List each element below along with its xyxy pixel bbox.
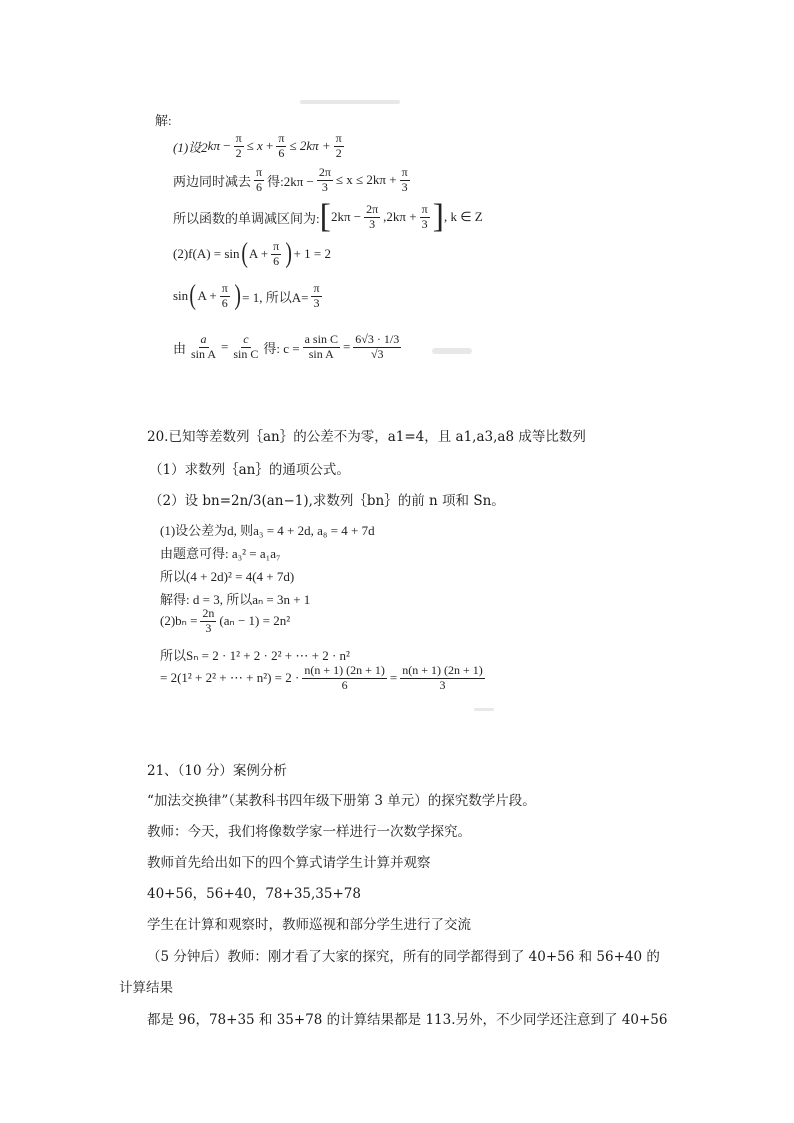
question-21-para-2: 教师：今天，我们将像数学家一样进行一次数学探究。	[147, 824, 471, 840]
solution-20-line-7: = 2(1² + 2² + ⋯ + n²) = 2 · $\frac{n(n + 1) (2n + 1)}{6}$ = $\frac{n(n + 1) (2n + 1)}{3}$	[160, 663, 483, 692]
fraction: $\frac{\pi}{3}$	[401, 165, 408, 194]
solution-19-line-3: 所以函数的单调减区间为: [ 2kπ − $\frac{2\pi}{3}$ ,2kπ + $\frac{\pi}{3}$ ] , k ∈ Z	[173, 198, 483, 235]
fraction: $\frac{\pi}{6}$	[256, 165, 263, 194]
fraction: $\frac{\text{a sin C}}{\text{sin A}}$	[304, 332, 338, 361]
scan-smudge	[474, 708, 494, 711]
solution-20-line-2: 由题意可得: a₃² = a₁a₇	[160, 546, 281, 561]
question-21-title: 21、（10 分）案例分析	[147, 763, 287, 779]
fraction: $\frac{2n}{3}$	[202, 606, 215, 635]
question-21-para-8: 都是 96，78+35 和 35+78 的计算结果都是 113.另外，不少同学还注意到了 40+56	[147, 1012, 668, 1028]
fraction: $\frac{\pi}{3}$	[313, 281, 320, 310]
scan-smudge	[300, 100, 400, 104]
scan-smudge	[432, 348, 472, 354]
question-20-part-2: （2）设 bn=2n/3(an−1),求数列｛bn｝的前 n 项和 Sn。	[149, 493, 505, 509]
question-20-part-1: （1）求数列｛an｝的通项公式。	[149, 462, 350, 478]
solution-19-line-6: 由 $\frac{a}{\text{sin A}}$ = $\frac{c}{\text{sin C}}$ 得: c = $\frac{\text{a sin C}}{\text{sin A}}$ = $\frac{6√3 \cdot 1/3}{√3}$	[173, 332, 400, 361]
fraction: $\frac{\pi}{6}$	[221, 281, 228, 310]
solution-20-line-3: 所以(4 + 2d)² = 4(4 + 7d)	[160, 569, 295, 584]
fraction: $\frac{6√3 \cdot 1/3}{√3}$	[355, 332, 400, 361]
question-21-para-6: （5 分钟后）教师：刚才看了大家的探究，所有的同学都得到了 40+56 和 56+40 的	[147, 949, 660, 965]
question-21-para-3: 教师首先给出如下的四个算式请学生计算并观察	[147, 855, 431, 871]
fraction: $\frac{2\pi}{3}$	[318, 165, 331, 194]
solution-19-line-5: sin ( A + $\frac{\pi}{6}$ ) = 1, 所以A= $\frac{\pi}{3}$	[173, 280, 320, 312]
solution-19-line-1: (1)设2 kπ − $\frac{\pi}{2}$ ≤ x + $\frac{\pi}{6}$ ≤ 2kπ + $\frac{\pi}{2}$	[173, 131, 342, 160]
question-20-title: 20.已知等差数列｛an｝的公差不为零，a1=4，且 a1,a3,a8 成等比数列	[147, 429, 586, 445]
fraction: $\frac{n(n + 1) (2n + 1)}{3}$	[402, 663, 483, 692]
question-21-para-5: 学生在计算和观察时，教师巡视和部分学生进行了交流	[147, 917, 471, 933]
solution-20-line-4: 解得: d = 3, 所以aₙ = 3n + 1	[160, 592, 311, 607]
question-21-para-1: “加法交换律”（某教科书四年级下册第 3 单元）的探究数学片段。	[147, 793, 536, 809]
fraction: $\frac{\pi}{2}$	[235, 131, 242, 160]
fraction: $\frac{\pi}{6}$	[273, 239, 280, 268]
fraction: $\frac{n(n + 1) (2n + 1)}{6}$	[304, 663, 385, 692]
solution-19-line-2: 两边同时减去 $\frac{\pi}{6}$ 得:2kπ − $\frac{2\pi}{3}$ ≤ x ≤ 2kπ + $\frac{\pi}{3}$	[173, 165, 408, 194]
solution-19-line-4: (2)f(A) = sin ( A + $\frac{\pi}{6}$ ) + 1 = 2	[173, 238, 331, 270]
fraction: $\frac{2\pi}{3}$	[366, 201, 379, 231]
fraction: $\frac{a}{\text{sin A}}$	[191, 332, 217, 361]
solution-header: 解:	[155, 113, 172, 128]
fraction: $\frac{c}{\text{sin C}}$	[233, 332, 259, 361]
solution-20-line-1: (1)设公差为d, 则a₃ = 4 + 2d, a₈ = 4 + 7d	[160, 523, 375, 538]
question-21-para-7: 计算结果	[119, 980, 173, 996]
fraction: $\frac{\pi}{3}$	[421, 201, 428, 231]
fraction: $\frac{\pi}{2}$	[335, 131, 342, 160]
solution-20-line-5: (2)bₙ = $\frac{2n}{3}$ (aₙ − 1) = 2n²	[160, 606, 291, 635]
fraction: $\frac{\pi}{6}$	[278, 131, 285, 160]
solution-20-line-6: 所以Sₙ = 2 · 1² + 2 · 2² + ⋯ + 2 · n²	[160, 648, 350, 663]
question-21-para-4: 40+56，56+40，78+35,35+78	[147, 886, 361, 902]
